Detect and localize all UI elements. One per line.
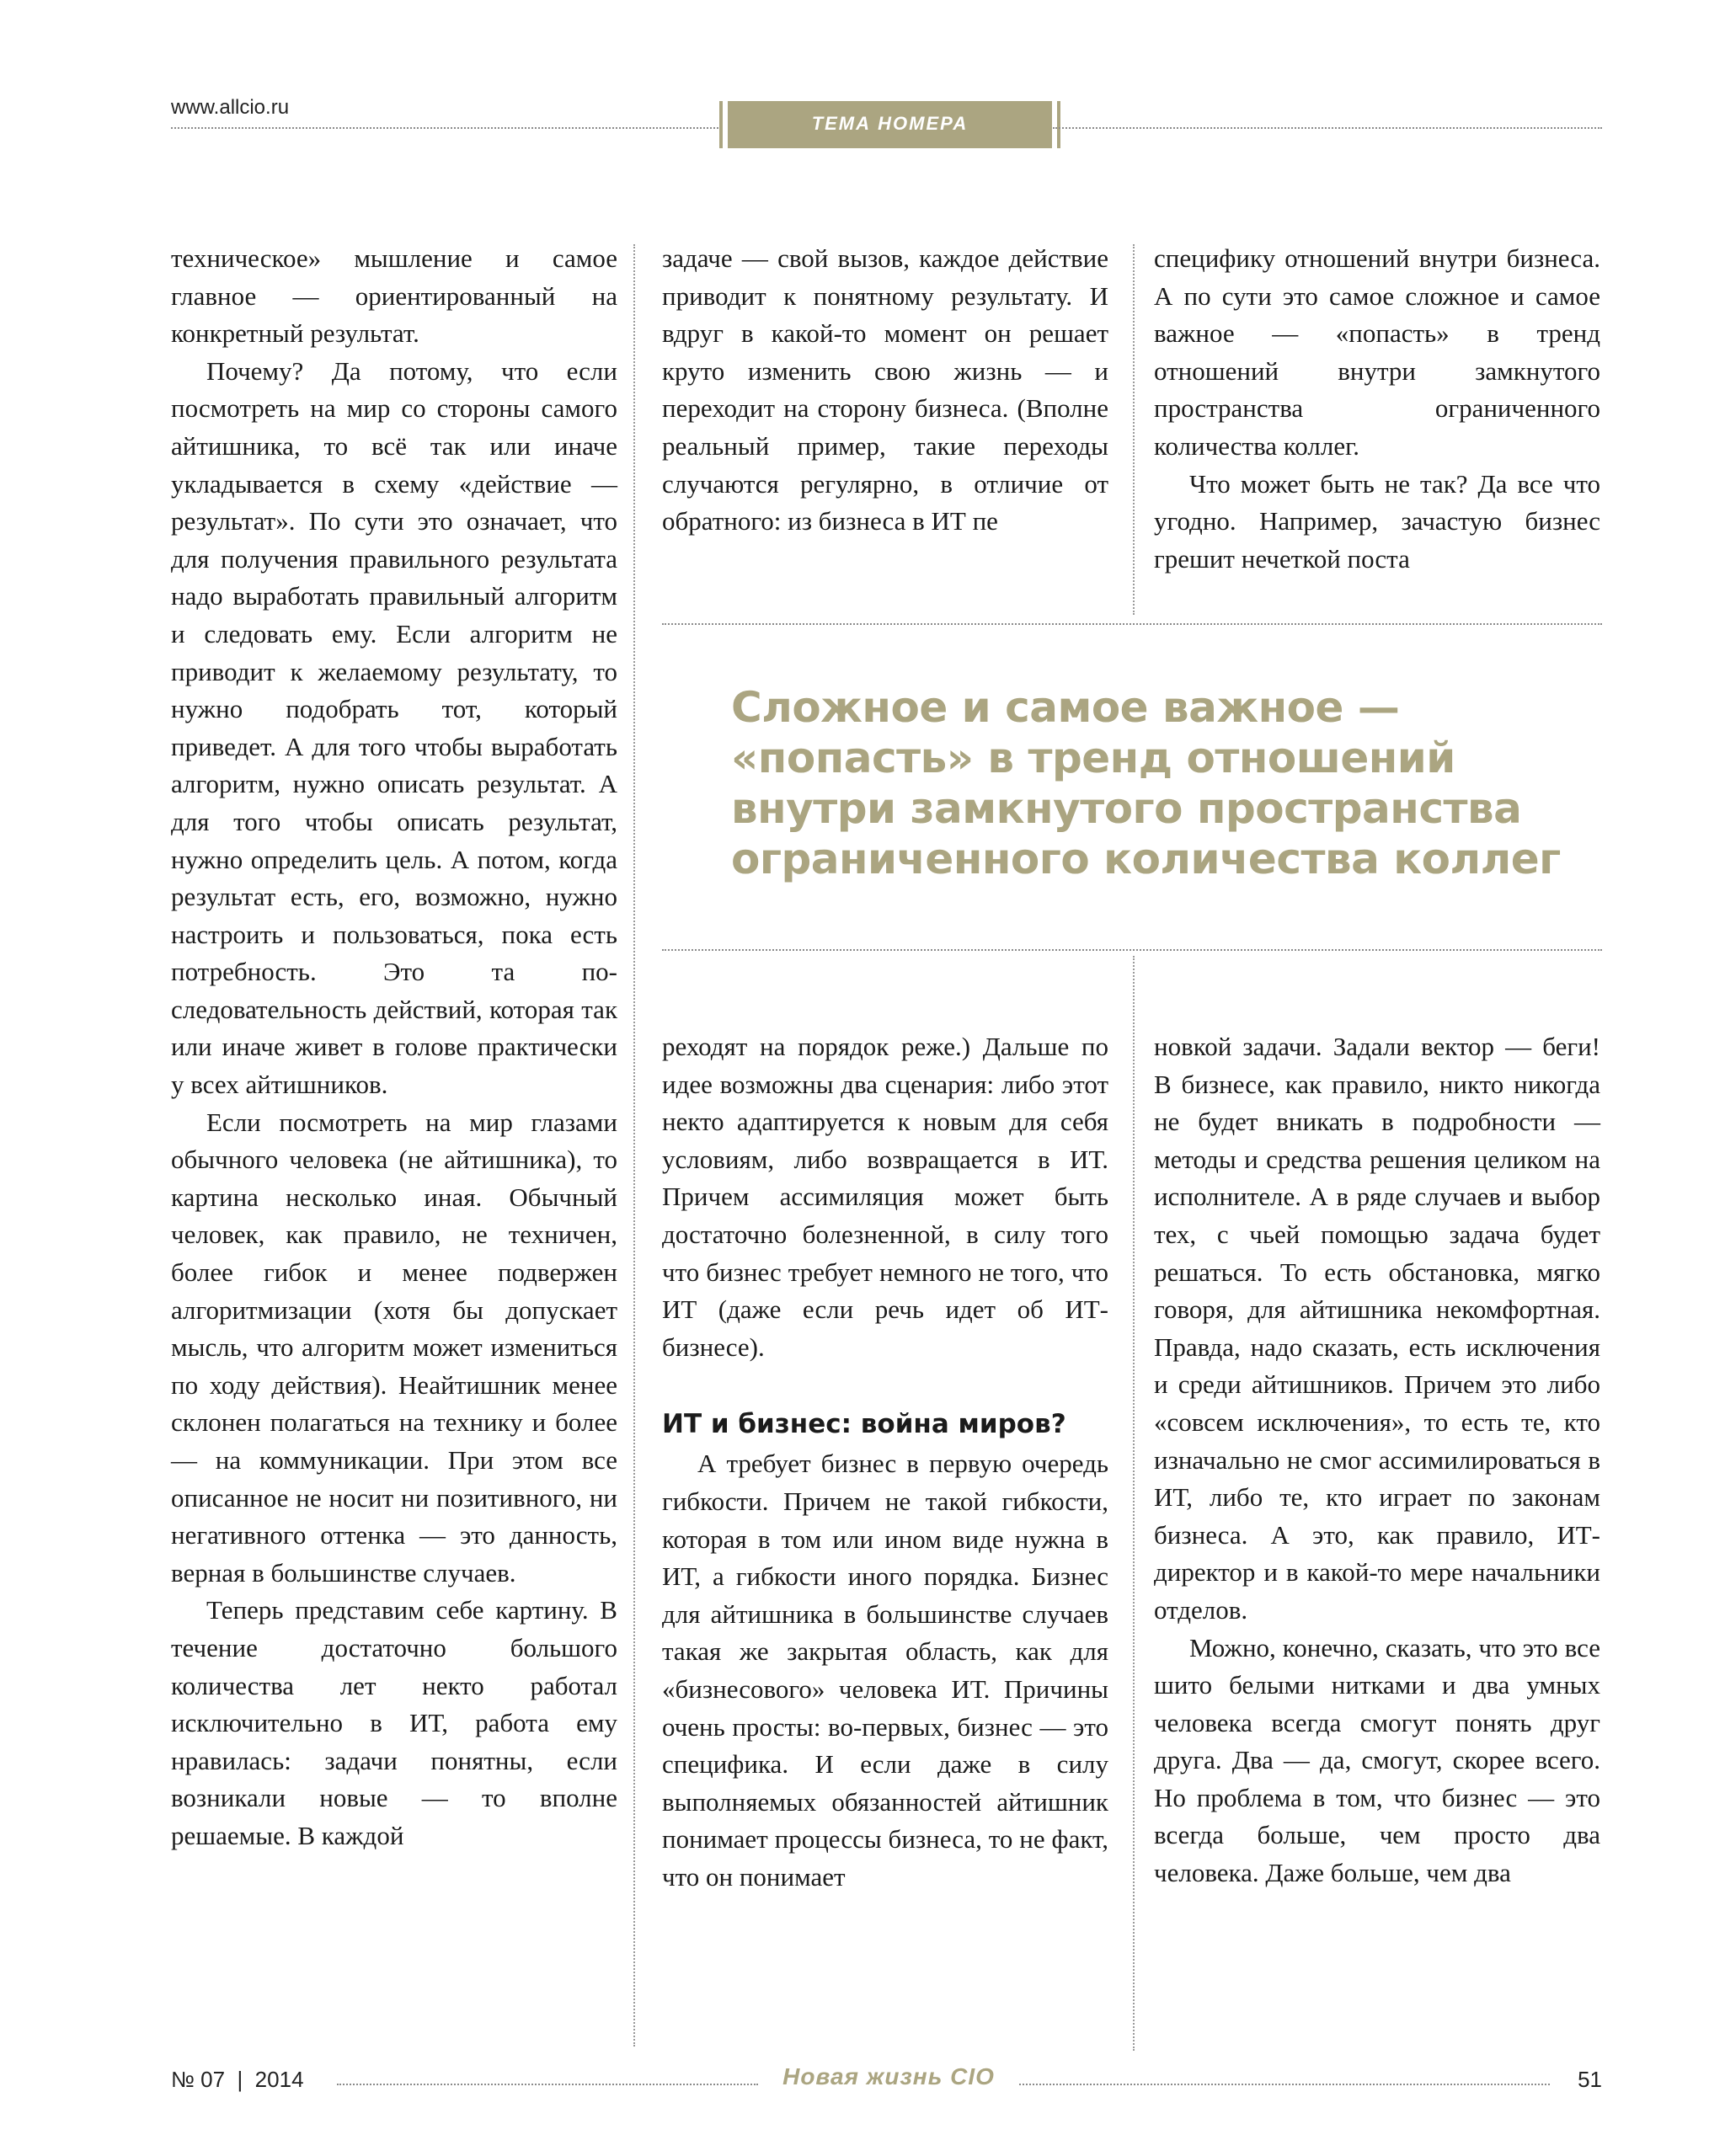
site-url[interactable]: www.allcio.ru — [171, 96, 290, 119]
section-label: ТЕМА НОМЕРА — [811, 113, 969, 134]
column-3-top — [1154, 240, 1600, 578]
footer-divider-right — [1019, 2084, 1550, 2085]
header-divider-left — [171, 127, 718, 129]
column-1 — [171, 240, 617, 1855]
paragraph: Теперь представим себе картину. В течение достаточно большого количества лет некто работал исключительно в ИТ, работа ему нравилась: задачи понятны, если возникали новые — то вполне решаемые. В каждой — [171, 1595, 617, 1850]
paragraph: задаче — свой вызов, каждое действие приводит к понятному результату. И вдруг в какой-то момент он решает круто изменить свою жизнь — и переходит на сторону бизнеса. (Вполне реальный пример, такие переходы случаются регулярно, в отличие от обратного: из бизнеса в ИТ пе — [662, 243, 1108, 536]
paragraph: Что может быть не так? Да все что угодно. Например, зачастую бизнес грешит нечеткой поста — [1154, 468, 1600, 574]
paragraph: А требует бизнес в первую очередь гибкости. Причем не такой гибкости, которая в том или ином виде нужна в ИТ, а гибкости иного порядка. Бизнес для айтишника в большинстве случаев такая же закрытая область, как для «бизнесового» человека ИТ. Причины очень просты: во-первых, бизнес — это специфика. И если даже в силу выполняемых обязанностей айтишник понимает процессы бизнеса, то не факт, что он понимает — [662, 1449, 1108, 1892]
column-divider — [1133, 956, 1135, 2051]
header-divider-right — [1053, 127, 1602, 129]
column-2-bottom — [662, 1028, 1108, 1896]
section-heading: ИТ и бизнес: война миров? — [662, 1409, 1066, 1440]
page-number: 51 — [1578, 2067, 1602, 2092]
pull-quote: Сложное и самое важное — «попасть» в тренд отношений внутри замкнутого пространства ограниченного количества коллег — [731, 683, 1561, 883]
issue-number: № 07 | 2014 — [171, 2067, 304, 2092]
column-divider — [633, 244, 635, 2047]
paragraph: реходят на порядок реже.) Дальше по идее возможны два сценария: либо этот некто адаптируется к новым для себя условиям, либо возвращается в ИТ. Причем ассимиляция может быть достаточно болезненной, в силу того что бизнес требует немного не того, что ИТ (даже если речь идет об ИТ-бизнесе). — [662, 1032, 1108, 1362]
footer-divider-left — [337, 2084, 758, 2085]
paragraph: специфику отношений внутри бизнеса. А по сути это самое сложное и самое важное — «попасть» в тренд отношений внутри замкнутого пространства ограниченного количества коллег. — [1154, 243, 1600, 461]
section-tab — [723, 101, 1057, 148]
column-3-bottom — [1154, 1028, 1600, 1892]
paragraph: Если посмотреть на мир глазами обычного человека (не айтишника), то картина несколько иная. Обычный человек, как правило, не техничен, более гибок и менее подвержен алгоритмизации (хотя бы допускает мысль, что алгоритм может измениться по ходу действия). Неайтишник менее склонен полагаться на технику и более — на коммуникации. При этом все описанное не носит ни позитивного, ни негативного оттенка — это данность, верная в большинстве случаев. — [171, 1107, 617, 1588]
column-divider — [1133, 244, 1135, 615]
magazine-title: Новая жизнь CIO — [782, 2063, 995, 2089]
paragraph: Можно, конечно, сказать, что это все шито белыми нитками и два умных человека всегда смогут понять друг друга. Два — да, смогут, скорее всего. Но проблема в том, что бизнес — это всегда больше, чем просто два человека. Даже больше, чем два — [1154, 1632, 1600, 1888]
column-2-top — [662, 240, 1108, 541]
pull-quote-rule-top — [662, 623, 1602, 625]
paragraph: Почему? Да потому, что если посмотреть на мир со стороны самого айтишника, то всё так или иначе укладывается в схему «действие — результат». По сути это означает, что для получения правильного результата надо выработать правильный алгоритм и следовать ему. Если алгоритм не приводит к желаемому результату, то нужно подобрать тот, который приведет. А для того чтобы выработать алгоритм, нужно описать результат. А для того чтобы описать результат, нужно определить цель. А потом, когда результат есть, его, возможно, нужно настроить и пользоваться, пока есть потребность. Это та последовательность действий, которая так или иначе живет в голове практически у всех айтишников. — [171, 355, 617, 1100]
pull-quote-rule-bottom — [662, 949, 1602, 951]
paragraph: новкой задачи. Задали вектор — беги! В бизнесе, как правило, никто никогда не будет вникать в подробности — методы и средства решения целиком на исполнителе. А в ряде случаев и выбор тех, с чьей помощью задача будет решаться. То есть обстановка, мягко говоря, для айтишника некомфортная. Правда, надо сказать, есть исключения и среди айтишников. Причем это либо «совсем исключения», то есть те, кто изначально не смог ассимилироваться в ИТ, либо те, кто играет по законам бизнеса. А это, как правило, ИТ-директор и в какой-то мере начальники отделов. — [1154, 1032, 1600, 1625]
paragraph: техническое» мышление и самое главное — ориентированный на конкретный результат. — [171, 243, 617, 349]
